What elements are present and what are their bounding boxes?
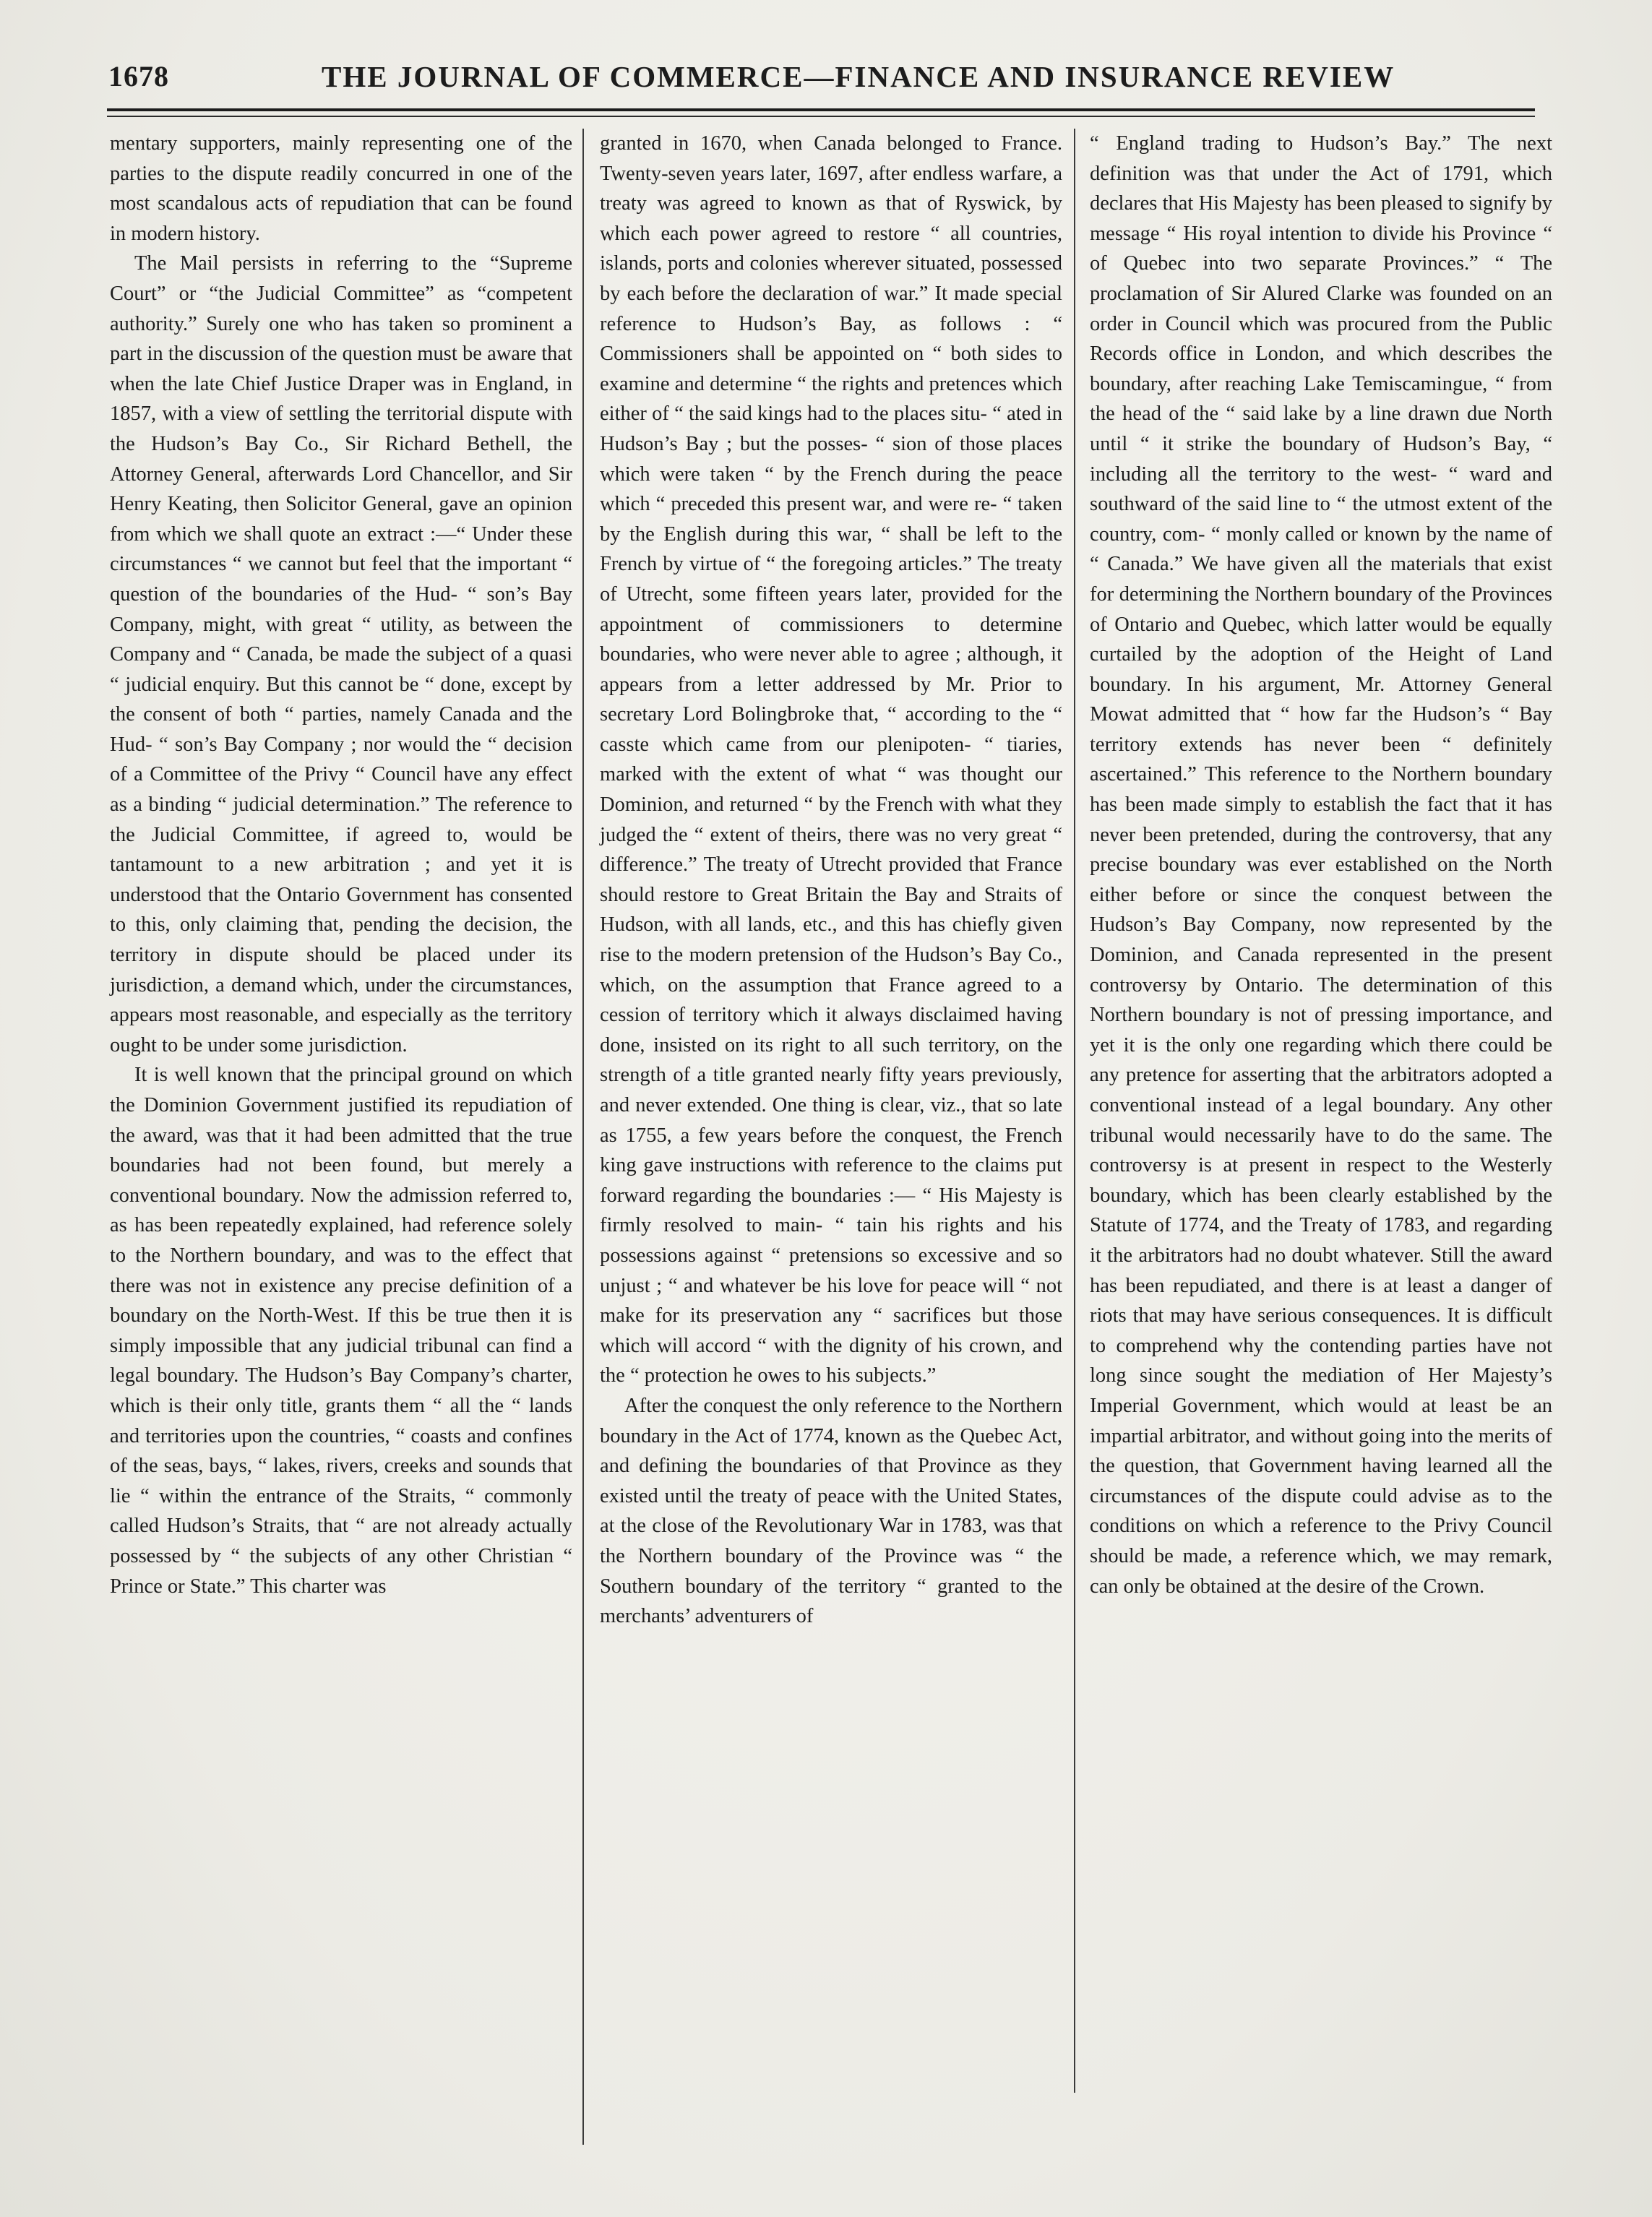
column-3-paragraph-1: “ England trading to Hudson’s Bay.” The next definition was that under the Act of 1791, which declares that His Majesty has been pleased to signify by message “ His royal intention to divide his Province “ of Quebec into two separate Provinces.” “ The proclamation of Sir Alured Clarke was founded on an order in Council which was procured from the Public Records office in London, and which describes the boundary, after reaching Lake Temiscamingue, “ from the head of the “ said lake by a line drawn due North until “ it strike the boundary of Hudson’s Bay, “ including all the territory to the west- “ ward and southward of the said line to “ the utmost extent of the country, com- “ monly called or known by the name of “ Canada.” We have given all the materials that exist for determining the Northern boundary of the Provinces of Ontario and Quebec, which latter would be equally curtailed by the adoption of the Height of Land boundary. In his argument, Mr. Attorney General Mowat admitted that “ how far the Hudson’s “ Bay territory extends has never been “ definitely ascertained.” This reference to the Northern boundary has been made simply to establish the fact that it has never been pretended, during the controversy, that any precise boundary was ever established on the North either before or since the conquest between the Hudson’s Bay Company, now represented by the Dominion, and Canada represented in the present controversy by Ontario. The determination of this Northern boundary is not of pressing importance, and yet it is the only one regarding which there could be any pretence for asserting that the arbitrators adopted a conventional instead of a legal boundary. Any other tribunal would necessarily have to do the same. The controversy is at present in respect to the Westerly boundary, which has been clearly established by the Statute of 1774, and the Treaty of 1783, and regarding it the arbitrators had no doubt whatever. Still the award has been repudiated, and there is at least a danger of riots that may have serious consequences. It is difficult to comprehend why the contending parties have not long since sought the mediation of Her Majesty’s Imperial Government, which would at least be an impartial arbitrator, and without going into the merits of the question, that Government having learned all the circumstances of the dispute could advise as to the conditions on which a reference to the Privy Council should be made, a reference which, we may remark, can only be obtained at the desire of the Crown. xyxy=(1090,132,1552,1598)
page-header xyxy=(108,59,1554,103)
column-1-paragraph-3: It is well known that the principal ground on which the Dominion Government justified its repudiation of the award, was that it had been admitted that the true boundaries had not been found, but merely a conventional boundary. Now the admission referred to, as has been repeatedly explained, had reference solely to the Northern boundary, and was to the effect that there was not in existence any precise definition of a boundary on the North-West. If this be true then it is simply impossible that any judicial tribunal can find a legal boundary. The Hudson’s Bay Company’s charter, which is their only title, grants them “ all the “ lands and territories upon the countries, “ coasts and confines of the seas, bays, “ lakes, rivers, creeks and sounds that lie “ within the entrance of the Straits, “ commonly called Hudson’s Straits, that “ are not already actually possessed by “ the subjects of any other Christian “ Prince or State.” This charter was xyxy=(110,1064,572,1598)
column-1-paragraph-1: mentary supporters, mainly representing one of the parties to the dispute readily concurred in one of the most scandalous acts of repudiation that can be found in modern history. xyxy=(110,132,572,245)
running-title: THE JOURNAL OF COMMERCE—FINANCE AND INSURANCE REVIEW xyxy=(322,60,1395,93)
column-2-paragraph-2: After the conquest the only reference to the Northern boundary in the Act of 1774, known as the Quebec Act, and defining the boundaries of that Province as they existed until the treaty of peace with the United States, at the close of the Revolutionary War in 1783, was that the Northern boundary of the Province was “ the Southern boundary of the territory “ granted to the merchants’ adventurers of xyxy=(600,1394,1062,1628)
column-3 xyxy=(1090,129,1552,1601)
page-number: 1678 xyxy=(108,60,169,92)
header-rule-thin xyxy=(107,116,1535,117)
column-2 xyxy=(600,129,1062,1632)
column-divider-1 xyxy=(582,129,584,2145)
header-rule-thick xyxy=(107,108,1535,111)
column-1-paragraph-2: The Mail persists in referring to the “Supreme Court” or “the Judicial Committee” as “competent authority.” Surely one who has taken so prominent a part in the discussion of the question must be aware that when the late Chief Justice Draper was in England, in 1857, with a view of settling the territorial dispute with the Hudson’s Bay Co., Sir Richard Bethell, the Attorney General, afterwards Lord Chancellor, and Sir Henry Keating, then Solicitor General, gave an opinion from which we shall quote an extract :—“ Under these circumstances “ we cannot but feel that the important “ question of the boundaries of the Hud- “ son’s Bay Company, might, with great “ utility, as between the Company and “ Canada, be made the subject of a quasi “ judicial enquiry. But this cannot be “ done, except by the consent of both “ parties, namely Canada and the Hud- “ son’s Bay Company ; nor would the “ decision of a Committee of the Privy “ Council have any effect as a binding “ judicial determination.” The reference to the Judicial Committee, if agreed to, would be tantamount to a new arbitration ; and yet it is understood that the Ontario Government has consented to this, only claiming that, pending the decision, the territory in dispute should be placed under its jurisdiction, a demand which, under the circumstances, appears most reasonable, and especially as the territory ought to be under some jurisdiction. xyxy=(110,252,572,1056)
column-1 xyxy=(110,129,572,1601)
column-2-paragraph-1: granted in 1670, when Canada belonged to France. Twenty-seven years later, 1697, after endless warfare, a treaty was agreed to known as that of Ryswick, by which each power agreed to restore “ all countries, islands, ports and colonies wherever situated, possessed by each before the declaration of war.” It made special reference to Hudson’s Bay, as follows : “ Commissioners shall be appointed on “ both sides to examine and determine “ the rights and pretences which either of “ the said kings had to the places situ- “ ated in Hudson’s Bay ; but the posses- “ sion of those places which were taken “ by the French during the peace which “ preceded this present war, and were re- “ taken by the English during this war, “ shall be left to the French by virtue of “ the foregoing articles.” The treaty of Utrecht, some fifteen years later, provided for the appointment of commissioners to determine boundaries, who were never able to agree ; although, it appears from a letter addressed by Mr. Prior to secretary Lord Bolingbroke that, “ according to the “ casste which came from our plenipoten- “ tiaries, marked with the extent of what “ was thought our Dominion, and returned “ by the French with what they judged the “ extent of theirs, there was no very great “ difference.” The treaty of Utrecht provided that France should restore to Great Britain the Bay and Straits of Hudson, with all lands, etc., and this has chiefly given rise to the modern pretension of the Hudson’s Bay Co., which, on the assumption that France agreed to a cession of territory which it always disclaimed having done, insisted on its right to all such territory, on the strength of a title granted nearly fifty years previously, and never extended. One thing is clear, viz., that so late as 1755, a few years before the conquest, the French king gave instructions with reference to the claims put forward regarding the boundaries :— “ His Majesty is firmly resolved to main- “ tain his rights and his possessions against “ pretensions so excessive and so unjust ; “ and whatever be his love for peace will “ not make for its preservation any “ sacrifices but those which will accord “ with the dignity of his crown, and the “ protection he owes to his subjects.” xyxy=(600,132,1062,1387)
column-divider-2 xyxy=(1074,129,1075,2093)
